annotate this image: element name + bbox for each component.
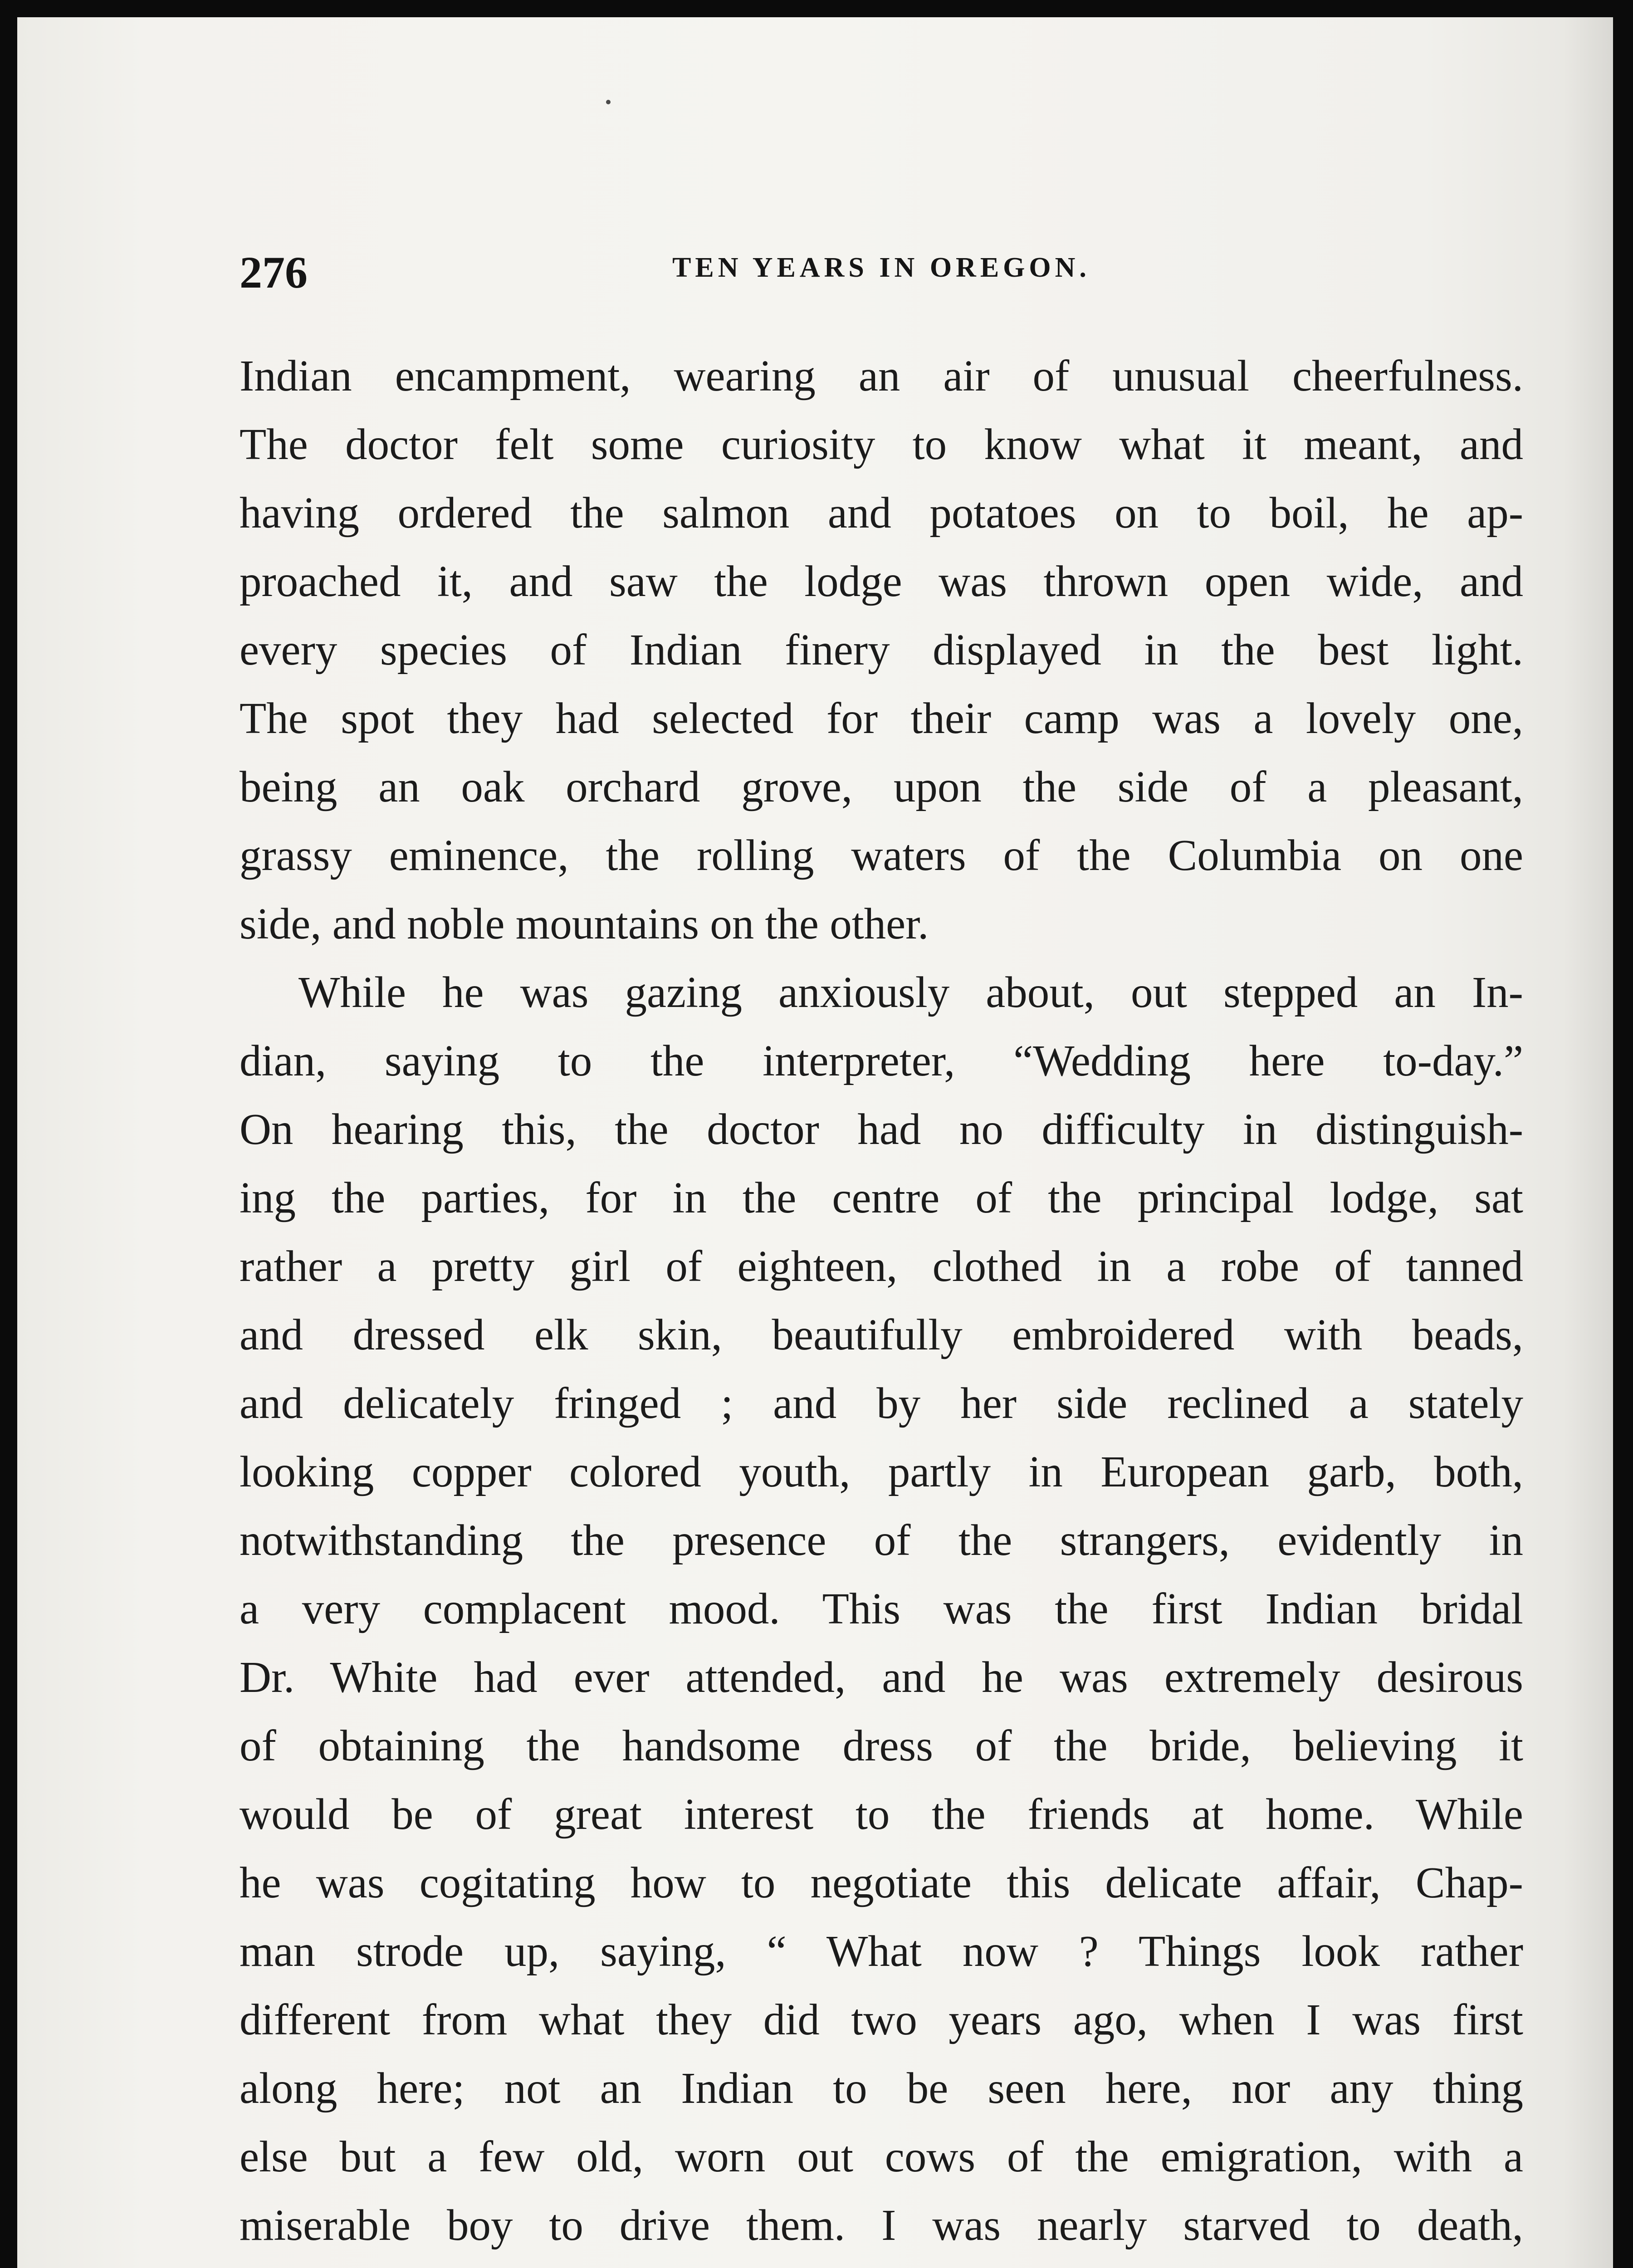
- text-line: notwithstanding the presence of the strangers, evidently in: [240, 1516, 1523, 1564]
- text-line: every species of Indian finery displayed in the best light.: [240, 626, 1523, 674]
- running-title: TEN YEARS IN OREGON.: [672, 252, 1090, 283]
- text-line: and delicately fringed ; and by her side reclined a stately: [240, 1379, 1523, 1427]
- text-line: he was cogitating how to negotiate this delicate affair, Chap-: [240, 1858, 1523, 1907]
- text-line: of obtaining the handsome dress of the bride, believing it: [240, 1721, 1523, 1770]
- page-header: [240, 246, 1523, 305]
- text-line: ing the parties, for in the centre of the principal lodge, sat: [240, 1173, 1523, 1222]
- text-line: Indian encampment, wearing an air of unusual cheerfulness.: [240, 352, 1523, 400]
- text-line: While he was gazing anxiously about, out stepped an In-: [298, 968, 1523, 1017]
- text-line: and dressed elk skin, beautifully embroidered with beads,: [240, 1310, 1523, 1359]
- text-line: different from what they did two years ago, when I was first: [240, 1995, 1523, 2044]
- text-line: The spot they had selected for their camp was a lovely one,: [240, 694, 1523, 743]
- text-line: a very complacent mood. This was the first Indian bridal: [240, 1584, 1523, 1633]
- book-page: [17, 17, 1613, 2268]
- text-line: The doctor felt some curiosity to know what it meant, and: [240, 420, 1523, 469]
- paragraph-2: [240, 958, 1523, 2268]
- text-line: else but a few old, worn out cows of the emigration, with a: [240, 2132, 1523, 2181]
- text-line: along here; not an Indian to be seen here, nor any thing: [240, 2064, 1523, 2112]
- ink-speck: [606, 100, 611, 104]
- text-line: being an oak orchard grove, upon the side of a pleasant,: [240, 763, 1523, 811]
- text-line: side, and noble mountains on the other.: [240, 899, 929, 948]
- paragraph-1: [240, 342, 1523, 958]
- text-line: grassy eminence, the rolling waters of the Columbia on one: [240, 831, 1523, 880]
- body-text: [240, 342, 1523, 2268]
- text-line: rather a pretty girl of eighteen, clothed in a robe of tanned: [240, 1242, 1523, 1290]
- text-line: having ordered the salmon and potatoes on to boil, he ap-: [240, 489, 1523, 537]
- text-line: [240, 2259, 1523, 2268]
- text-line: proached it, and saw the lodge was thrown open wide, and: [240, 557, 1523, 606]
- text-line: miserable boy to drive them. I was nearly starved to death,: [240, 2201, 1523, 2249]
- text-line: man strode up, saying, “ What now ? Things look rather: [240, 1927, 1523, 1975]
- text-line: would be of great interest to the friends at home. While: [240, 1790, 1523, 1838]
- page-number: 276: [240, 247, 308, 298]
- text-line: dian, saying to the interpreter, “Wedding here to-day.”: [240, 1036, 1523, 1085]
- text-line: Dr. White had ever attended, and he was extremely desirous: [240, 1653, 1523, 1701]
- text-line: looking copper colored youth, partly in European garb, both,: [240, 1447, 1523, 1496]
- text-line: On hearing this, the doctor had no difficulty in distinguish-: [240, 1105, 1523, 1154]
